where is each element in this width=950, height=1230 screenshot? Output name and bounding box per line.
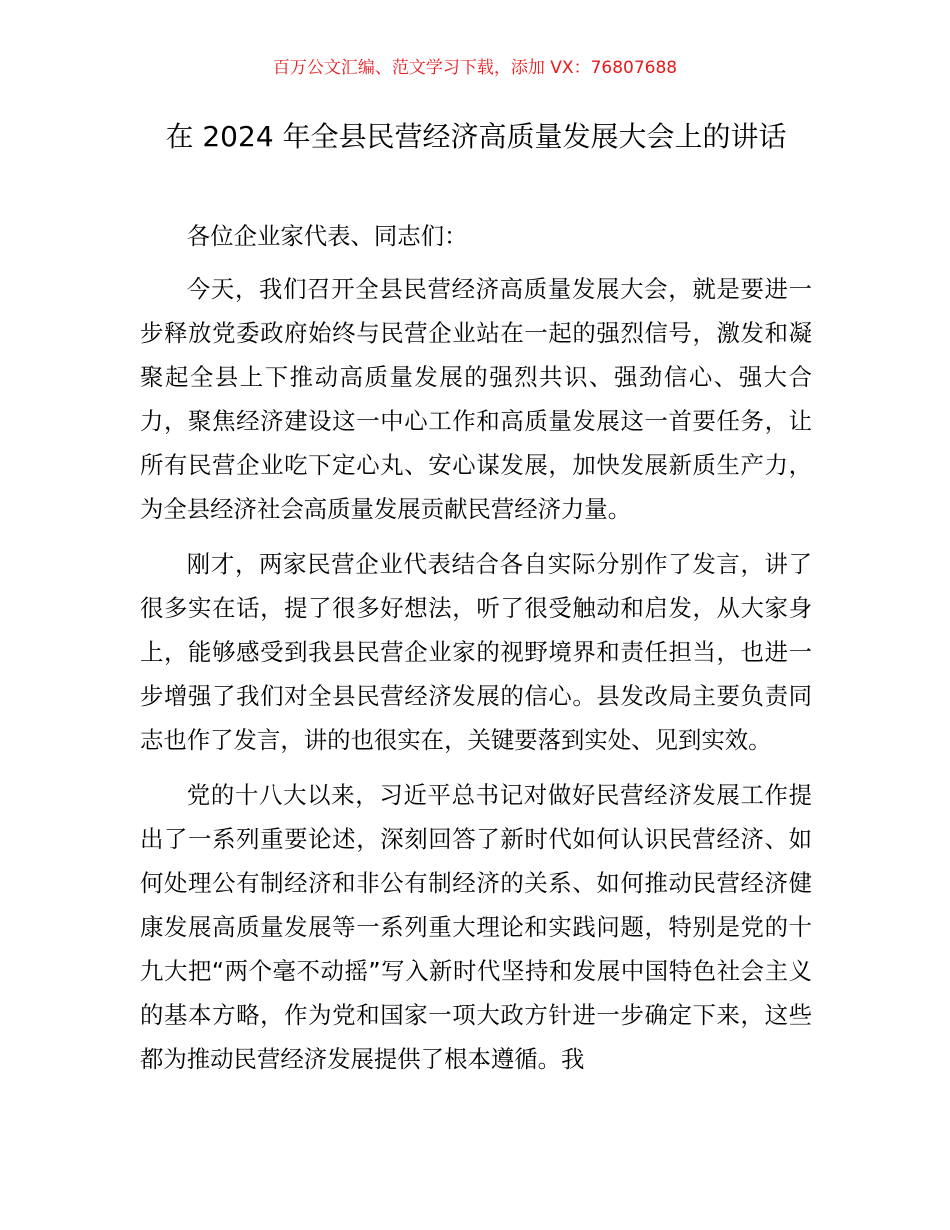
document-title: 在 2024 年全县民营经济高质量发展大会上的讲话 bbox=[165, 120, 787, 153]
document-body bbox=[140, 214, 812, 1092]
greeting-line: 各位企业家代表、同志们： bbox=[186, 222, 468, 250]
paragraph-opening: 今天，我们召开全县民营经济高质量发展大会，就是要进一步释放党委政府始终与民营企业站在一起的强烈信号，激发和凝聚起全县上下推动高质量发展的强烈共识、强劲信心、强大合力，聚焦经济建设这一中心工作和高质量发展这一首要任务，让所有民营企业吃下定心丸、安心谋发展，加快发展新质生产力，为全县经济社会高质量发展贡献民营经济力量。 bbox=[140, 275, 812, 523]
paragraph-policy: 党的十八大以来，习近平总书记对做好民营经济发展工作提出了一系列重要论述，深刻回答了新时代如何认识民营经济、如何处理公有制经济和非公有制经济的关系、如何推动民营经济健康发展高质量发展等一系列重大理论和实践问题，特别是党的十九大把“两个毫不动摇”写入新时代坚持和发展中国特色社会主义的基本方略，作为党和国家一项大政方针进一步确定下来，这些都为推动民营经济发展提供了根本遵循。我 bbox=[140, 781, 812, 1073]
paragraph-speakers: 刚才，两家民营企业代表结合各自实际分别作了发言，讲了很多实在话，提了很多好想法，听了很受触动和启发，从大家身上，能够感受到我县民营企业家的视野境界和责任担当，也进一步增强了我们对全县民营经济发展的信心。县发改局主要负责同志也作了发言，讲的也很实在，关键要落到实处、见到实效。 bbox=[140, 550, 812, 754]
header-watermark-note: 百万公文汇编、范文学习下载，添加 VX：76807688 bbox=[272, 58, 678, 78]
